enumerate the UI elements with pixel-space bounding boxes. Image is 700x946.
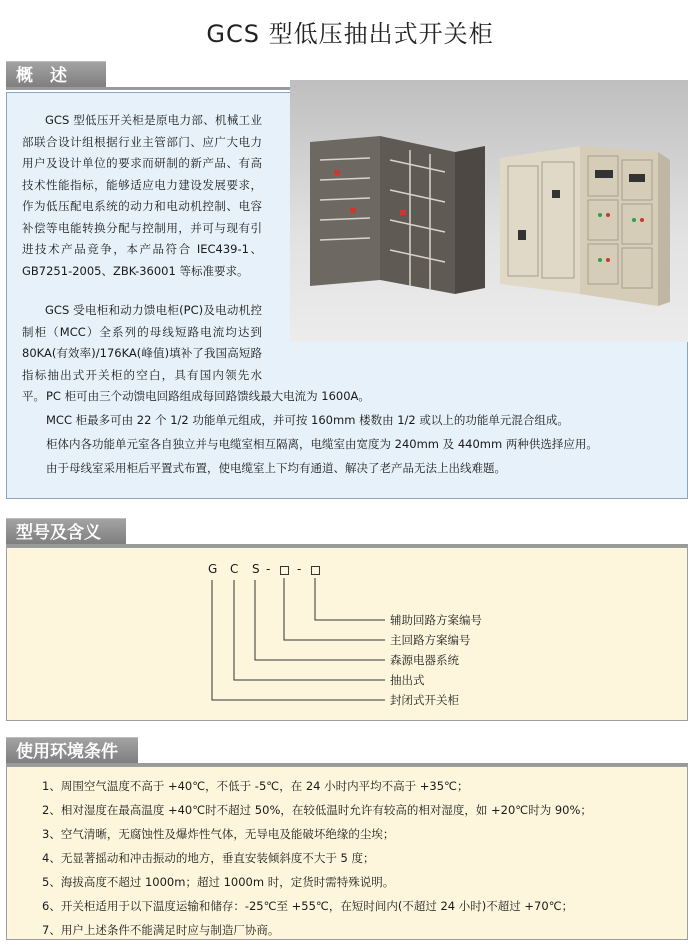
env-item: 1、周围空气温度不高于 +40℃，不低于 -5℃，在 24 小时内平均不高于 +35℃；	[42, 779, 469, 793]
page-title: GCS 型低压抽出式开关柜	[206, 20, 494, 48]
code-dash-1: -	[266, 562, 271, 576]
label-main-circuit: 主回路方案编号	[390, 633, 471, 647]
label-draw-out: 抽出式	[390, 673, 425, 687]
overview-line-busbar: 由于母线室采用柜后平置式布置，使电缆室上下均有通道、解决了老产品无法上出线难题。	[46, 461, 506, 475]
overview-line-cable-room: 柜体内各功能单元室各自独立并与电缆室相互隔离，电缆室由宽度为 240mm 及 440mm 两种供选择应用。	[46, 437, 598, 451]
env-item: 2、相对湿度在最高温度 +40℃时不超过 50%，在较低温时允许有较高的相对湿度，如 +20℃时为 90%；	[42, 803, 592, 817]
overview-paragraph-1: GCS 型低压开关柜是原电力部、机械工业部联合设计组根据行业主管部门、应广大电力用户及设计单位的要求而研制的新产品、有高技术性能指标，能够适应电力建设发展要求，作为低压配电系统的动力和电动机控制、电容补偿等电能转换分配与控制用，并可与现有引进技术产品竞争，本产品符合 IEC439-1、GB7251-2005、ZBK-36001 等标准要求。	[22, 113, 262, 278]
label-enclosed: 封闭式开关柜	[390, 693, 459, 707]
label-system: 森源电器系统	[390, 653, 459, 667]
env-item: 7、用户上述条件不能满足时应与制造厂协商。	[42, 923, 280, 937]
code-dash-2: -	[297, 562, 302, 576]
env-item: 6、开关柜适用于以下温度运输和储存：-25℃至 +55℃，在短时间内(不超过 24 小时)不超过 +70℃；	[42, 899, 574, 913]
overview-line-mcc: MCC 柜最多可由 22 个 1/2 功能单元组成，并可按 160mm 楼数由 1/2 或以上的功能单元混合组成。	[46, 413, 569, 427]
code-letter-g: G	[208, 562, 218, 576]
code-letter-s: S	[252, 562, 260, 576]
overview-heading: 概 述	[6, 61, 106, 89]
overview-line-pc: PC 柜可由三个动馈电回路组成每回路馈线最大电流为 1600A。	[46, 389, 370, 403]
overview-paragraph-2: GCS 受电柜和动力馈电柜(PC)及电动机控制柜（MCC）全系列的母线短路电流均达到 80KA(有效率)/176KA(峰值)填补了我国高短路指标抽出式开关柜的空白，具有国内领先水平。	[22, 303, 262, 403]
env-item: 5、海拔高度不超过 1000m；超过 1000m 时，定货时需特殊说明。	[42, 875, 395, 889]
env-item: 4、无显著摇动和冲击振动的地方，垂直安装倾斜度不大于 5 度；	[42, 851, 375, 865]
code-letter-c: C	[230, 562, 239, 576]
env-item: 3、空气清晰，无腐蚀性及爆炸性气体，无导电及能破坏绝缘的尘埃；	[42, 827, 395, 841]
label-aux-circuit: 辅助回路方案编号	[390, 613, 482, 627]
model-heading: 型号及含义	[6, 518, 126, 546]
environment-heading: 使用环境条件	[6, 737, 138, 765]
